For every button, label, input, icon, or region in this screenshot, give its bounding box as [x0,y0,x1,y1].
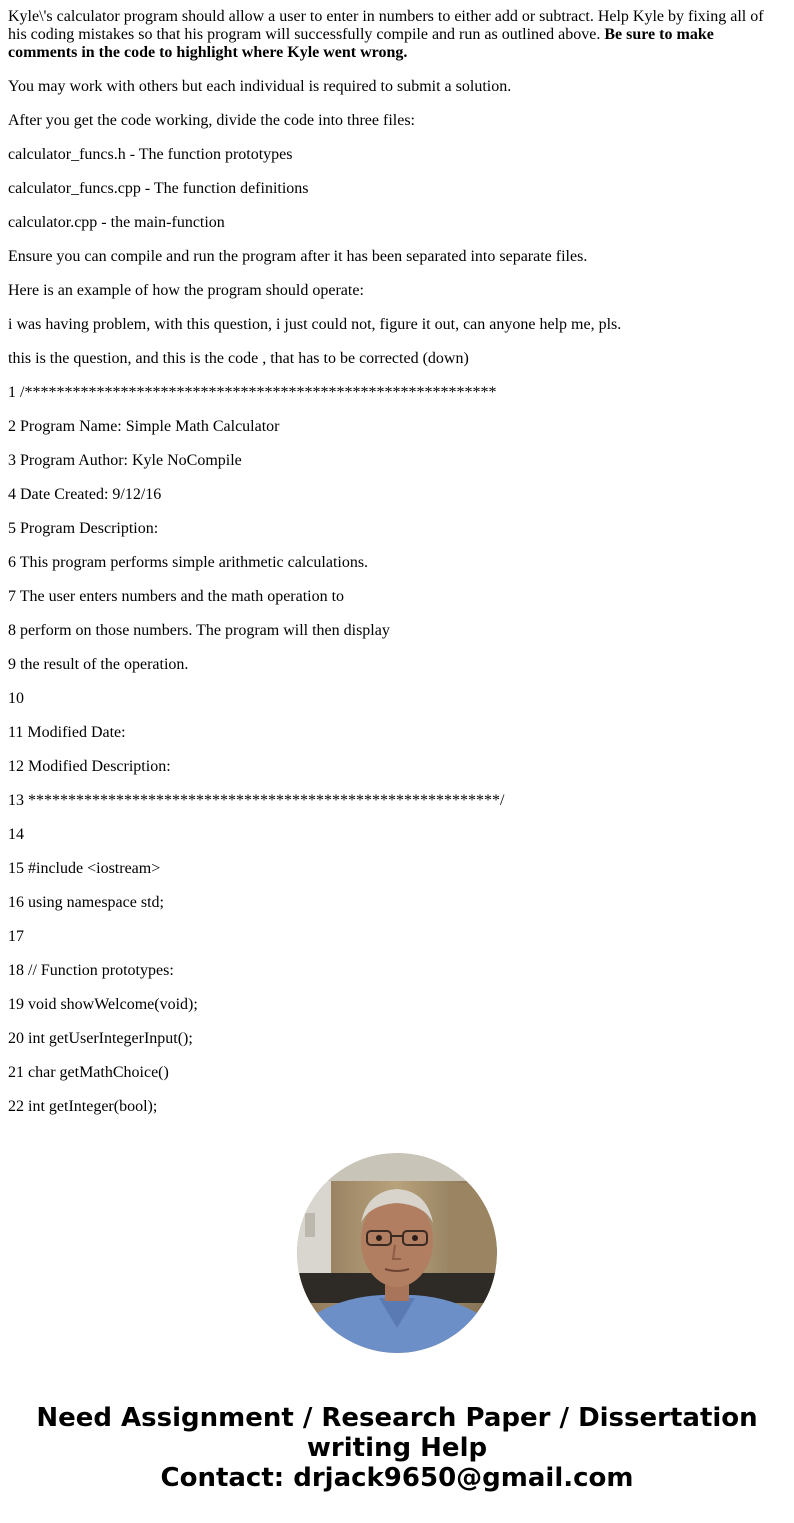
intro-bold-text: Be sure to make comments in the code to highlight where Kyle went wrong. [8,26,714,61]
code-line: 18 // Function prototypes: [8,962,174,979]
code-line: 19 void showWelcome(void); [8,996,198,1013]
code-line: 2 Program Name: Simple Math Calculator [8,418,280,435]
code-line: 8 perform on those numbers. The program will then display [8,622,390,639]
code-line: 20 int getUserIntegerInput(); [8,1030,193,1047]
instruction-paragraph: You may work with others but each individual is required to submit a solution. [8,78,512,95]
code-line: 9 the result of the operation. [8,656,189,673]
footer-contact-email: Contact: drjack9650@gmail.com [160,1463,634,1493]
code-line: 7 The user enters numbers and the math operation to [8,588,345,605]
intro-text: Kyle\'s calculator program should allow a user to enter in numbers to either add or subtract. Help Kyle by fixing all of his coding mistakes so that his program will successfully compile and run as outlined above. [8,8,764,43]
avatar-portrait-image [297,1153,497,1353]
code-line: 6 This program performs simple arithmetic calculations. [8,554,369,571]
user-comment: i was having problem, with this question, i just could not, figure it out, can anyone help me, pls. [8,316,622,333]
instruction-paragraph: After you get the code working, divide the code into three files: [8,112,415,129]
user-comment: this is the question, and this is the code , that has to be corrected (down) [8,350,469,367]
code-line: 21 char getMathChoice() [8,1064,169,1081]
code-line: 5 Program Description: [8,520,159,537]
instruction-paragraph: Ensure you can compile and run the program after it has been separated into separate files. [8,248,588,265]
code-line: 17 [8,928,24,945]
code-line: 22 int getInteger(bool); [8,1098,158,1115]
code-line: 16 using namespace std; [8,894,164,911]
file-description: calculator_funcs.cpp - The function definitions [8,180,309,197]
avatar [297,1153,497,1353]
code-line: 1 /*********************************************************** [8,384,497,401]
code-line: 13 ***********************************************************/ [8,792,505,809]
code-line: 4 Date Created: 9/12/16 [8,486,162,503]
contact-footer [0,1403,794,1493]
code-line: 12 Modified Description: [8,758,171,775]
file-description: calculator_funcs.h - The function prototypes [8,146,293,163]
file-description: calculator.cpp - the main-function [8,214,225,231]
footer-headline-continued: writing Help [306,1433,488,1463]
code-line: 10 [8,690,24,707]
instruction-paragraph: Here is an example of how the program should operate: [8,282,364,299]
code-line: 14 [8,826,24,843]
footer-headline: Need Assignment / Research Paper / Dissertation [36,1403,758,1433]
code-line: 3 Program Author: Kyle NoCompile [8,452,242,469]
code-listing [8,384,778,1116]
intro-paragraph [8,8,778,62]
question-body [8,8,778,1116]
code-line: 11 Modified Date: [8,724,126,741]
code-line: 15 #include <iostream> [8,860,161,877]
